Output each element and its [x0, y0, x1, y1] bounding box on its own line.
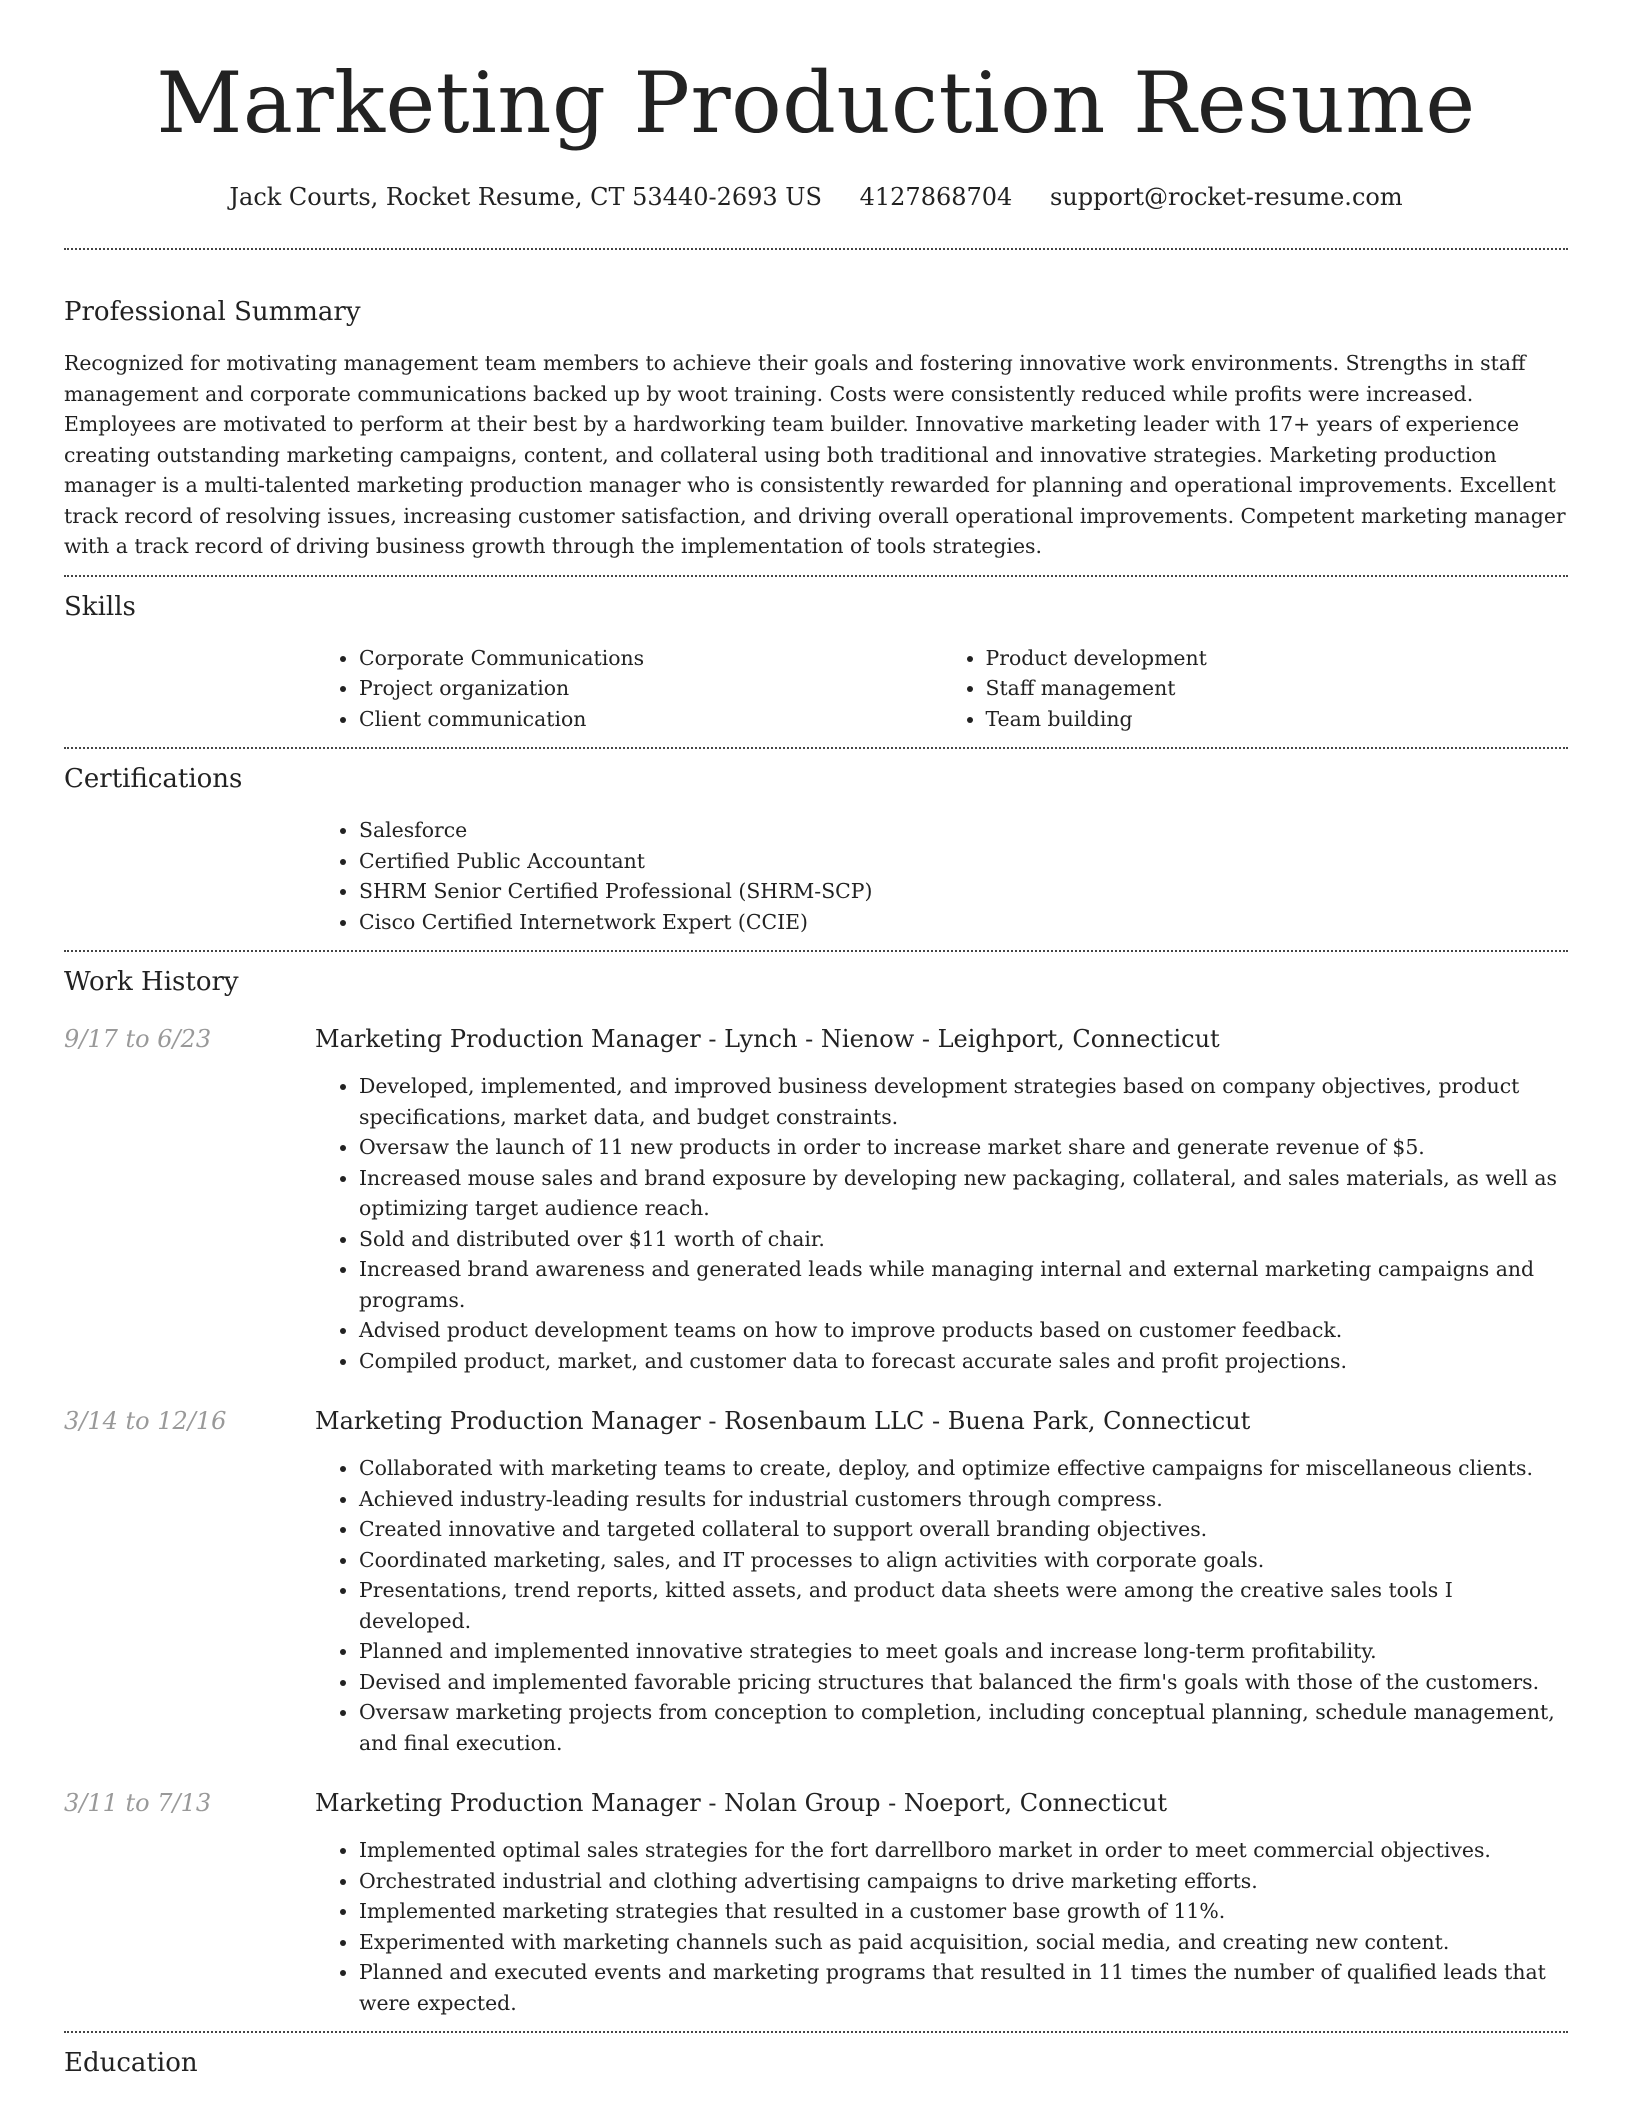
certification-item: • Salesforce [359, 815, 1568, 846]
job-entry [64, 1022, 1568, 1376]
certification-item: • Certified Public Accountant [359, 846, 1568, 877]
skills-grid [315, 643, 1568, 735]
divider [64, 950, 1568, 952]
divider [64, 248, 1568, 250]
job-bullet: • Implemented marketing strategies that resulted in a customer base growth of 11%. [359, 1896, 1568, 1927]
job-dates: 3/11 to 7/13 [64, 1789, 212, 1817]
job-bullet: • Increased brand awareness and generated leads while managing internal and external marketing campaigns and programs. [359, 1254, 1568, 1315]
contact-email: support@rocket-resume.com [1049, 183, 1403, 211]
divider [64, 575, 1568, 577]
job-bullet: • Coordinated marketing, sales, and IT processes to align activities with corporate goals. [359, 1545, 1568, 1576]
work-history-section [64, 964, 1568, 2018]
skill-item: • Product development [986, 643, 1569, 674]
job-bullets [315, 1835, 1568, 2018]
skills-section [64, 589, 1568, 735]
job-bullet: • Experimented with marketing channels such as paid acquisition, social media, and creating new content. [359, 1927, 1568, 1958]
job-title: Marketing Production Manager - Rosenbaum LLC - Buena Park, Connecticut [315, 1407, 1251, 1435]
certification-item: • Cisco Certified Internetwork Expert (CCIE) [359, 907, 1568, 938]
job-bullets [315, 1453, 1568, 1758]
certification-item: • SHRM Senior Certified Professional (SHRM-SCP) [359, 876, 1568, 907]
job-bullet: • Devised and implemented favorable pricing structures that balanced the firm's goals with those of the customers. [359, 1667, 1568, 1698]
section-heading-work-history: Work History [64, 967, 239, 997]
job-entry [64, 1404, 1568, 1758]
skill-item: • Project organization [359, 673, 942, 704]
section-heading-education: Education [64, 2048, 198, 2078]
job-dates: 3/14 to 12/16 [64, 1407, 227, 1435]
contact-phone: 4127868704 [859, 183, 1013, 211]
job-bullet: • Achieved industry-leading results for industrial customers through compress. [359, 1484, 1568, 1515]
summary-section [64, 294, 1568, 562]
contact-line [0, 180, 1632, 214]
job-bullet: • Collaborated with marketing teams to create, deploy, and optimize effective campaigns for miscellaneous clients. [359, 1453, 1568, 1484]
job-bullets [315, 1071, 1568, 1376]
job-bullet: • Created innovative and targeted collateral to support overall branding objectives. [359, 1514, 1568, 1545]
job-header [64, 1022, 1568, 1056]
job-bullet: • Implemented optimal sales strategies for the fort darrellboro market in order to meet commercial objectives. [359, 1835, 1568, 1866]
skill-item: • Corporate Communications [359, 643, 942, 674]
job-bullet: • Sold and distributed over $11 worth of chair. [359, 1224, 1568, 1255]
education-section [64, 2045, 1568, 2081]
skills-list-right [942, 643, 1569, 735]
job-bullet: • Orchestrated industrial and clothing advertising campaigns to drive marketing efforts. [359, 1866, 1568, 1897]
job-dates: 9/17 to 6/23 [64, 1025, 212, 1053]
job-bullet: • Presentations, trend reports, kitted assets, and product data sheets were among the creative sales tools I developed. [359, 1575, 1568, 1636]
job-bullet: • Oversaw the launch of 11 new products in order to increase market share and generate revenue of $5. [359, 1132, 1568, 1163]
summary-text: Recognized for motivating management team members to achieve their goals and fostering innovative work environments. Strengths in staff management and corporate communications backed up by woot training. Costs were consistently reduced while profits were increased. Employees are motivated to perform at their best by a hardworking team builder. Innovative marketing leader with 17+ years of experience creating outstanding marketing campaigns, content, and collateral using both traditional and innovative strategies. Marketing production manager is a multi-talented marketing production manager who is consistently rewarded for planning and operational improvements. Excellent track record of resolving issues, increasing customer satisfaction, and driving overall operational improvements. Competent marketing manager with a track record of driving business growth through the implementation of tools strategies. [64, 351, 1566, 558]
skill-item: • Team building [986, 704, 1569, 735]
job-bullet: • Planned and implemented innovative strategies to meet goals and increase long-term profitability. [359, 1636, 1568, 1667]
job-entry [64, 1786, 1568, 2018]
job-title: Marketing Production Manager - Lynch - Nienow - Leighport, Connecticut [315, 1025, 1220, 1053]
section-heading-summary: Professional Summary [64, 297, 361, 327]
skill-item: • Client communication [359, 704, 942, 735]
divider [64, 747, 1568, 749]
contact-address: Jack Courts, Rocket Resume, CT 53440-2693 US [229, 183, 822, 211]
job-title: Marketing Production Manager - Nolan Group - Noeport, Connecticut [315, 1789, 1167, 1817]
job-bullet: • Compiled product, market, and customer data to forecast accurate sales and profit projections. [359, 1346, 1568, 1377]
job-bullet: • Increased mouse sales and brand exposure by developing new packaging, collateral, and sales materials, as well as optimizing target audience reach. [359, 1163, 1568, 1224]
skill-item: • Staff management [986, 673, 1569, 704]
divider [64, 2031, 1568, 2033]
job-bullet: • Developed, implemented, and improved business development strategies based on company objectives, product specifications, market data, and budget constraints. [359, 1071, 1568, 1132]
job-bullet: • Advised product development teams on how to improve products based on customer feedback. [359, 1315, 1568, 1346]
job-header [64, 1786, 1568, 1820]
certifications-section [64, 761, 1568, 937]
certifications-list [315, 815, 1568, 937]
page-title: Marketing Production Resume [156, 54, 1476, 152]
job-bullet: • Oversaw marketing projects from conception to completion, including conceptual planning, schedule management, and final execution. [359, 1697, 1568, 1758]
skills-list-left [315, 643, 942, 735]
job-bullet: • Planned and executed events and marketing programs that resulted in 11 times the number of qualified leads that were expected. [359, 1957, 1568, 2018]
job-header [64, 1404, 1568, 1438]
section-heading-certifications: Certifications [64, 764, 243, 794]
section-heading-skills: Skills [64, 591, 136, 622]
